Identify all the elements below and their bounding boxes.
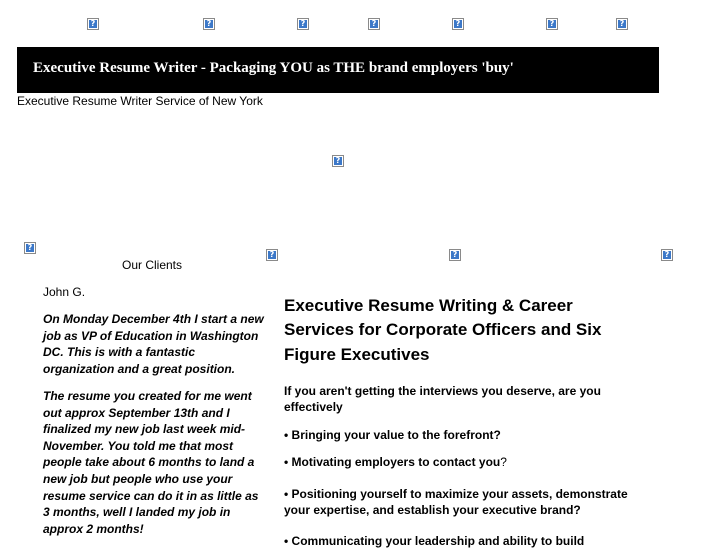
nav-image-3[interactable] bbox=[297, 18, 309, 30]
our-clients-heading: Our Clients bbox=[122, 258, 183, 272]
bullet-item-1: • Bringing your value to the forefront? bbox=[284, 427, 501, 442]
nav-image-2[interactable] bbox=[203, 18, 215, 30]
bullet-item-2-text: • Motivating employers to contact you bbox=[284, 455, 501, 470]
testimonial-paragraph-2: The resume you created for me went out approx September 13th and I finalized my new job last week mid-November. You told me that most people take about 6 months to land a new job but people who use your resume service can do it in as little as 3 months, well I landed my job in approx 2 months! bbox=[43, 389, 259, 536]
bullet-item-2 bbox=[284, 454, 640, 471]
bullet-item-4: • Communicating your leadership and ability to build bbox=[284, 533, 585, 548]
nav-image-6[interactable] bbox=[546, 18, 558, 30]
site-subtitle: Executive Resume Writer Service of New York bbox=[17, 94, 263, 108]
divider-image-1 bbox=[266, 249, 278, 261]
center-image bbox=[332, 155, 344, 167]
banner-title: Executive Resume Writer - Packaging YOU as THE brand employers 'buy' bbox=[33, 60, 514, 76]
intro-paragraph: If you aren't getting the interviews you deserve, are you effectively bbox=[284, 383, 601, 415]
testimonial-paragraph-1: On Monday December 4th I start a new job as VP of Education in Washington DC. This is with a fantastic organization and a great position. bbox=[43, 312, 264, 376]
divider-image-3 bbox=[661, 249, 673, 261]
bullet-item-2-suffix: ? bbox=[500, 455, 507, 470]
sidebar-corner-image bbox=[24, 242, 36, 254]
divider-image-2 bbox=[449, 249, 461, 261]
nav-image-5[interactable] bbox=[452, 18, 464, 30]
nav-image-7[interactable] bbox=[616, 18, 628, 30]
client-name: John G. bbox=[43, 285, 86, 299]
nav-image-1[interactable] bbox=[87, 18, 99, 30]
nav-image-4[interactable] bbox=[368, 18, 380, 30]
header-banner bbox=[17, 47, 659, 93]
bullet-item-3: • Positioning yourself to maximize your assets, demonstrate your expertise, and establish your executive brand? bbox=[284, 486, 628, 518]
main-content bbox=[284, 294, 640, 549]
page-headline: Executive Resume Writing & Career Services for Corporate Officers and Six Figure Executives bbox=[284, 296, 602, 364]
